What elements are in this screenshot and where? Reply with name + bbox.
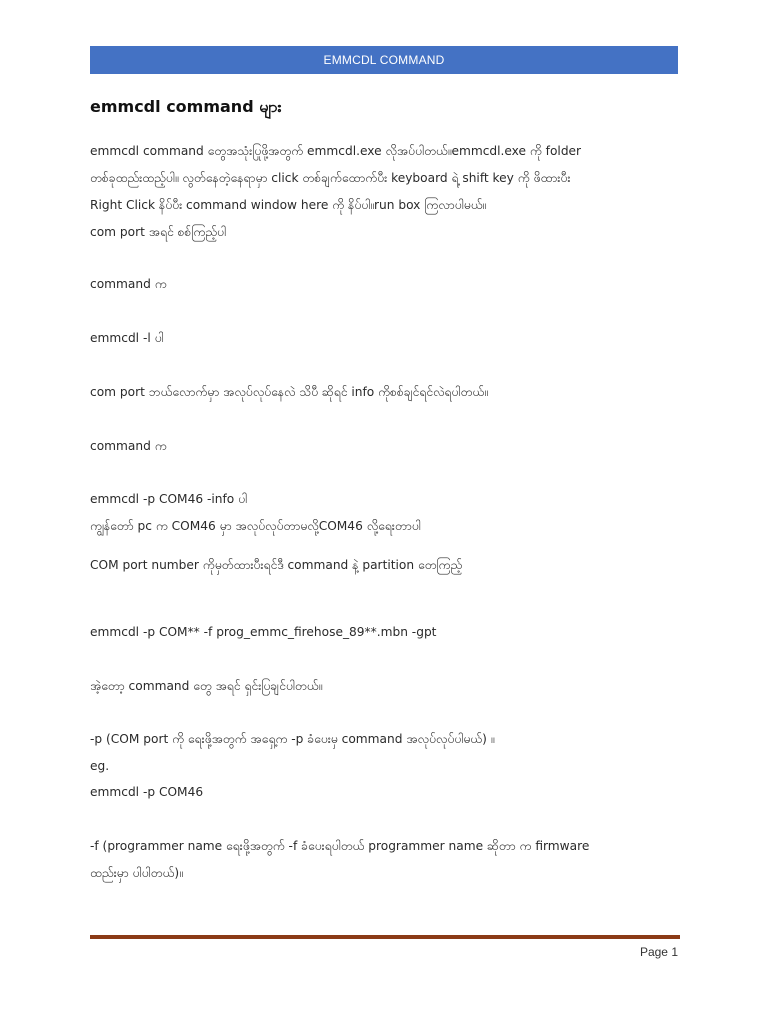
text-line: ကျွန်တော် pc က COM46 မှာ အလုပ်လုပ်တာမလို့COM46 လို့ရေးတာပါ: [90, 519, 421, 533]
paragraph-intro: [90, 138, 680, 246]
paragraph-p-option: [90, 726, 680, 806]
footer-rule: [90, 935, 680, 939]
paragraph-explain: [90, 673, 680, 700]
code-line: emmcdl -p COM** -f prog_emmc_firehose_89**.mbn -gpt: [90, 625, 437, 639]
text-line: COM port number ကိုမှတ်ထားပီးရင်ဒီ command နဲ့ partition တေကြည့်: [90, 558, 463, 572]
text-line: တစ်ခုထည်းထည့်ပါ။ လွတ်နေတဲ့နေရာမှာ click တစ်ချက်ထောက်ပီး keyboard ရဲ့ shift key ကို ဖိထားပီး: [90, 171, 571, 185]
code-line: emmcdl -p COM46: [90, 785, 204, 799]
section-heading: emmcdl command များ: [90, 97, 282, 116]
paragraph-gpt-command: [90, 619, 680, 646]
text-line: -p (COM port ကို ရေးဖို့အတွက် အရှေ့က -p ခံပေးမှ command အလုပ်လုပ်ပါမယ်) ။: [90, 732, 495, 746]
text-line: emmcdl command တွေအသုံးပြုဖို့အတွက် emmcdl.exe လိုအပ်ပါတယ်။emmcdl.exe ကို folder: [90, 144, 582, 158]
text-line: Right Click နိပ်ပီး command window here ကို နိပ်ပါ။run box ကြလာပါမယ်။: [90, 198, 487, 212]
paragraph-command-label-1: [90, 271, 680, 298]
paragraph-com-port-info: [90, 379, 680, 406]
text-line: command က: [90, 277, 167, 291]
code-line: emmcdl -p COM46 -info ပါ: [90, 492, 248, 506]
paragraph-partition: [90, 552, 680, 579]
header-title: EMMCDL COMMAND: [323, 53, 445, 67]
page-number: Page 1: [639, 945, 678, 959]
header-banner: [90, 46, 678, 74]
text-line: command က: [90, 439, 167, 453]
paragraph-emmcdl-list: [90, 325, 680, 352]
text-line: အဲ့တော့ command တွေ အရင် ရှင်းပြချင်ပါတယ်။: [90, 679, 323, 693]
paragraph-f-option: [90, 833, 680, 887]
paragraph-command-label-2: [90, 433, 680, 460]
text-line: com port အရင် စစ်ကြည့်ပါ: [90, 225, 227, 239]
text-line: ထည်းမှာ ပါပါတယ်)။: [90, 866, 183, 880]
paragraph-emmcdl-info: [90, 486, 680, 540]
text-line: com port ဘယ်လောက်မှာ အလုပ်လုပ်နေလဲ သိပီ ဆိုရင် info ကိုစစ်ချင်ရင်လဲရပါတယ်။: [90, 385, 488, 399]
text-line: eg.: [90, 759, 110, 773]
code-line: emmcdl -l ပါ: [90, 331, 164, 345]
text-line: -f (programmer name ရေးဖို့အတွက် -f ခံပေးရပါတယ် programmer name ဆိုတာ က firmware: [90, 839, 590, 853]
